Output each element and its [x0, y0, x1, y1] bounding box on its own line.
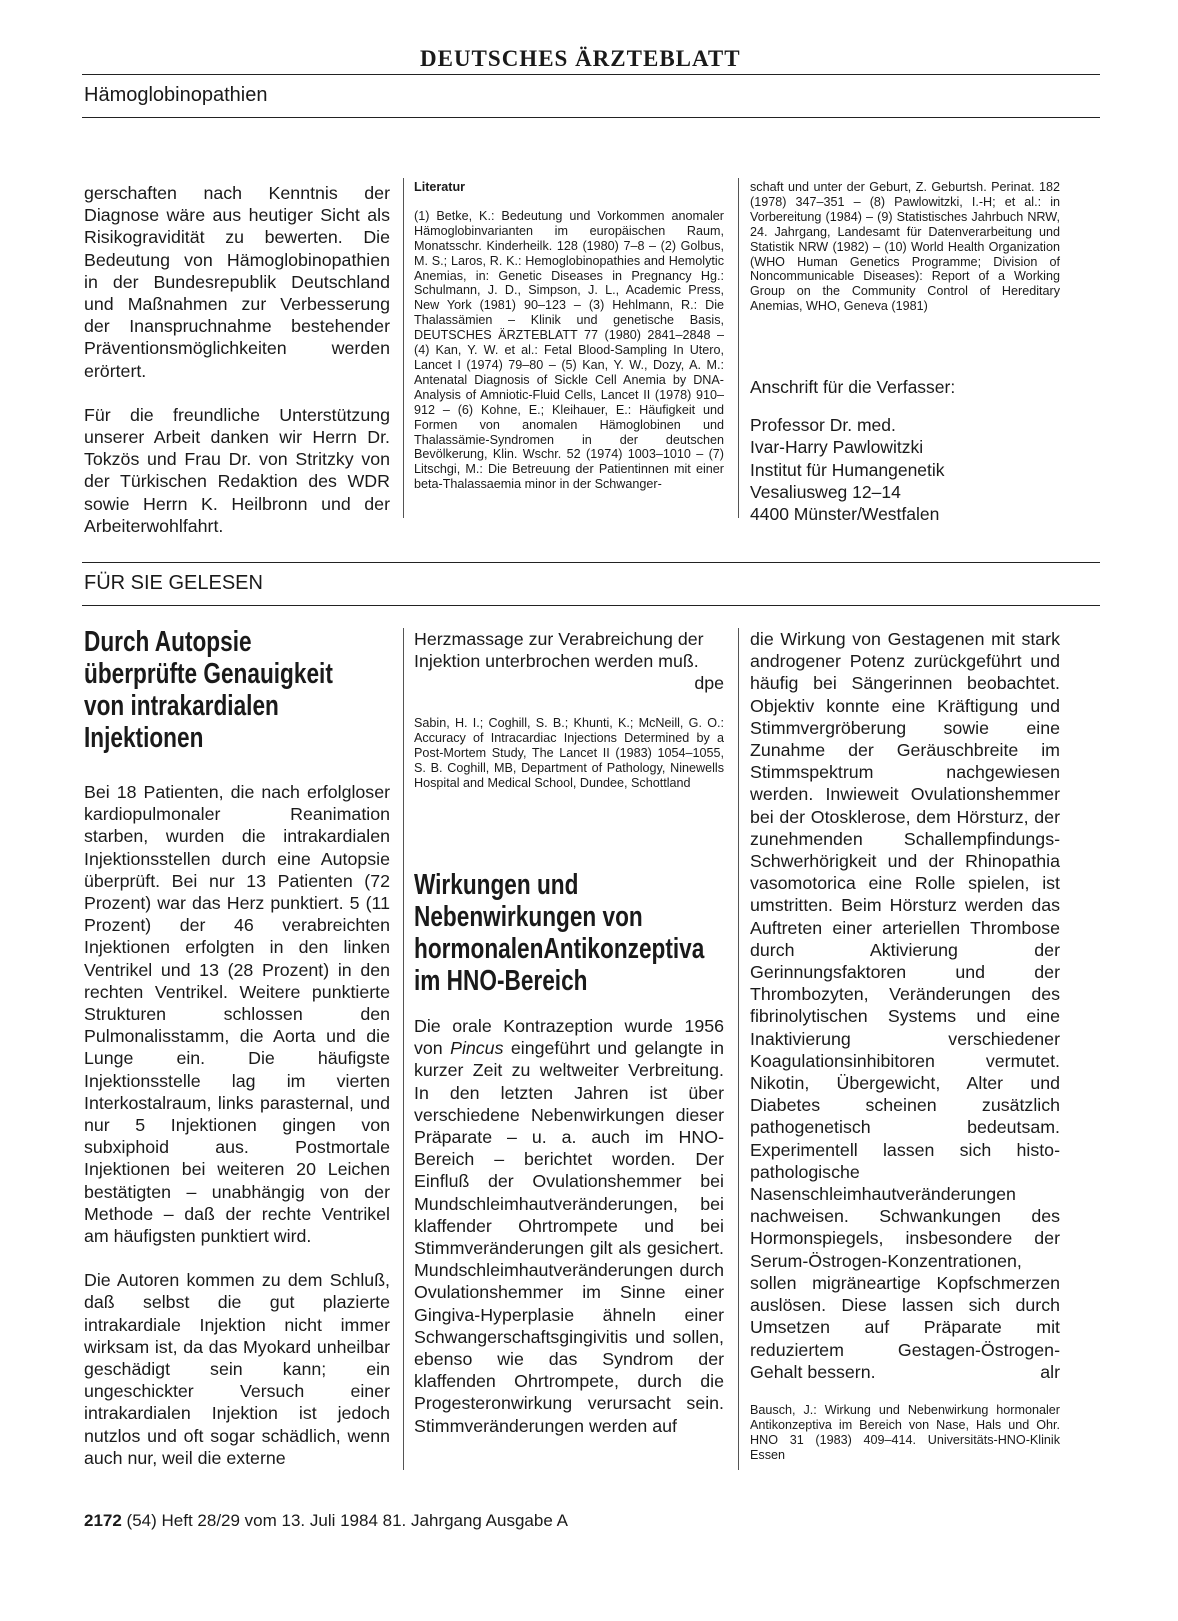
address-line: Vesaliusweg 12–14: [750, 481, 901, 502]
article-1-reference: Sabin, H. I.; Coghill, S. B.; Khunti, K.; McNeill, G. O.: Accuracy of Intracardiac Injections Determined by a Post-Mortem Study, The Lancet II (1983) 1054–1055, S. B. Coghill, MB, Department of Pathology, Ninewells Hospital and Medical School, Dundee, Schottland: [414, 716, 724, 790]
section-label-top: Hämoglobinopathien: [84, 84, 268, 106]
top-article-paragraph: gerschaften nach Kenntnis der Diagnose wäre aus heutiger Sicht als Risikogravidität zu bewerten. Die Bedeutung von Hämoglobinopathien in der Bundesrepublik Deutschland und Maßnahmen zur Verbesserung der Inanspruchnahme bestehender Präventionsmöglichkeiten werden erörtert.: [84, 183, 390, 381]
article-1-headline: [84, 626, 333, 754]
acknowledgement-paragraph: Für die freundliche Unterstützung unserer Arbeit danken wir Herrn Dr. Tokzös und Frau Dr. von Stritzky von der Türkischen Redaktion des WDR sowie Herrn K. Heilbronn und der Arbeiterwohlfahrt.: [84, 404, 390, 536]
page-number: 2172: [84, 1511, 122, 1530]
masthead-rule: [82, 74, 1100, 75]
section-rule: [82, 562, 1100, 563]
column-divider: [403, 628, 404, 1470]
article-2-headline: [414, 869, 704, 997]
address-line: Professor Dr. med.: [750, 415, 896, 436]
literatur-continued: [750, 180, 1060, 314]
headline-line: von intrakardialen: [84, 690, 279, 722]
literatur-column: [414, 180, 724, 492]
headline-line: Wirkungen und: [414, 869, 579, 901]
article-2-column-1: [414, 1015, 724, 1437]
article-1-paragraph-end: Herzmassage zur Verabreichung der Injektion unterbrochen werden muß.: [414, 629, 704, 672]
address-line: Institut für Humangenetik: [750, 459, 945, 480]
address-block: [750, 414, 1080, 525]
section-rule-top: [82, 117, 1100, 118]
literatur-title: Literatur: [414, 180, 466, 194]
article-2-signature: alr: [1040, 1361, 1060, 1382]
masthead: DEUTSCHES ÄRZTEBLATT: [420, 46, 741, 71]
article-2-paragraph: [750, 628, 1060, 1383]
section-label-fuer-sie-gelesen: FÜR SIE GELESEN: [84, 572, 263, 594]
text-span: eingeführt und gelangte in kurzer Zeit zu weltweiter Verbreitung. In den letzten Jahren ist über verschiedene Nebenwirkungen dieser Präparate – u. a. auch im HNO-Bereich – berichtet worden. Der Einfluß der Ovulationshemmer bei Mundschleimhautveränderungen, bei klaffender Ohrtrompete und bei Stimmveränderungen gilt als gesichert. Mundschleimhautveränderungen durch Ovulationshemmer im Sinne einer Gingiva-Hyperplasie ähneln einer Schwangerschaftsgingivitis und sollen, ebenso wie das Syndrom der klaffenden Ohrtrompete, durch die Progesteronwirkung verursacht sein. Stimmveränderungen werden auf: [414, 1038, 724, 1436]
address-label: Anschrift für die Verfasser:: [750, 377, 956, 397]
text-span: die Wirkung von Gestagenen mit stark androgener Potenz zurückgeführt und häufig bei Sängerinnen beobachtet. Objektiv konnte eine Kräftigung und Stimmvergröberung sowie eine Zunahme der Geräuschbreite im Stimmspektrum nachgewiesen werden. Inwieweit Ovulationshemmer bei der Otosklerose, dem Hörsturz, der zunehmenden Schallempfindungs-Schwerhörigkeit und der Rhinopathia vasomotorica eine Rolle spielen, ist umstritten. Beim Hörsturz werden das Auftreten einer arteriellen Thrombose durch Aktivierung der Gerinnungsfaktoren und der Thrombozyten, Veränderungen des fibrinolytischen Systems und eine Inaktivierung verschiedener Koagulationsinhibitoren vermutet. Nikotin, Übergewicht, Alter und Diabetes scheinen zusätzlich pathogenetisch bedeutsam. Experimentell lassen sich histo-pathologische Nasenschleimhautveränderungen nachweisen. Schwankungen des Hormonspiegels, insbesondere der Serum-Östrogen-Konzentrationen, sollen migräneartige Kopfschmerzen auslösen. Diese lassen sich durch Umsetzen auf Präparate mit reduziertem Gestagen-Östrogen-Gehalt bessern.: [750, 629, 1060, 1382]
headline-line: im HNO-Bereich: [414, 965, 588, 997]
address-line: Ivar-Harry Pawlowitzki: [750, 437, 924, 458]
column-divider: [738, 178, 739, 518]
column-divider: [738, 628, 739, 1470]
headline-line: Injektionen: [84, 722, 204, 754]
top-article-column-1: [84, 182, 390, 537]
article-2-source: [750, 1403, 1060, 1463]
article-1-continued: [414, 628, 724, 695]
page-footer: [84, 1511, 568, 1531]
article-1-paragraph: Die Autoren kommen zu dem Schluß, daß selbst die gut plazierte intrakardiale Injektion nicht immer wirksam ist, da das Myokard unheilbar geschädigt sein kann; ein ungeschickter Versuch einer intrakardialen Injektion ist jedoch nutzlos und oft sogar schädlich, wenn auch nur, weil die externe: [84, 1270, 390, 1468]
address-line: 4400 Münster/Westfalen: [750, 504, 940, 525]
article-2-reference: Bausch, J.: Wirkung und Nebenwirkung hormonaler Antikonzeptiva im Bereich von Nase, Hals und Ohr. HNO 31 (1983) 409–414. Universitäts-HNO-Klinik Essen: [750, 1403, 1060, 1462]
author-address: [750, 376, 1080, 525]
article-1-column: [84, 781, 390, 1469]
literatur-references: (1) Betke, K.: Bedeutung und Vorkommen anomaler Hämoglobinvarianten im europäischen Raum, Monatsschr. Kinderheilk. 128 (1980) 7–8 – (2) Golbus, M. S.; Laros, R. K.: Hemoglobinopathies and Hemolytic Anemias, in: Genetic Diseases in Pregnancy Hg.: Schulmann, J. D., Simpson, J. L., Academic Press, New York (1981) 90–123 – (3) Hehlmann, R.: Die Thalassämien – Klinik und genetische Basis, DEUTSCHES ÄRZTEBLATT 77 (1980) 2841–2848 – (4) Kan, Y. W. et al.: Fetal Blood-Sampling In Utero, Lancet I (1974) 79–80 – (5) Kan, Y. W., Dozy, A. M.: Antenatal Diagnosis of Sickle Cell Anemia by DNA-Analysis of Amniotic-Fluid Cells, Lancet II (1978) 910–912 – (6) Kohne, E.; Kleihauer, E.: Häufigkeit und Formen von anomalen Hämoglobinen und Thalassämie-Syndromen in der deutschen Bevölkerung, Klin. Wschr. 52 (1974) 1003–1010 – (7) Litschgi, M.: Die Betreuung der Patientinnen mit einer beta-Thalassaemia minor in der Schwanger-: [414, 208, 724, 492]
headline-line: hormonalenAntikonzeptiva: [414, 933, 705, 965]
section-rule: [82, 605, 1100, 606]
article-1-paragraph: Bei 18 Patienten, die nach erfolgloser kardiopulmonaler Reanimation starben, wurden die intrakardialen Injektionsstellen durch eine Autopsie überprüft. Bei nur 13 Patienten (72 Prozent) war das Herz punktiert. 5 (11 Prozent) der 46 verabreichten Injektionen erfolgten in den linken Ventrikel und 13 (28 Prozent) in den rechten Ventrikel. Weitere punktierte Strukturen schlossen den Pulmonalisstamm, die Aorta und die Lunge ein. Die häufigste Injektionsstelle lag im vierten Interkostalraum, links parasternal, und nur 5 Injektionen gingen von subxiphoid aus. Postmortale Injektionen bei weiteren 20 Leichen bestätigten – unabhängig von der Methode – daß der rechte Ventrikel am häufigsten punktiert wird.: [84, 782, 390, 1247]
literatur-references-continued: schaft und unter der Geburt, Z. Geburtsh. Perinat. 182 (1978) 347–351 – (8) Pawlowitzki, I.-H; et al.: in Vorbereitung (1984) – (9) Statistisches Jahrbuch NRW, 24. Jahrgang, Landesamt für Datenverarbeitung und Statistik NRW (1982) – (10) World Health Organization (WHO Human Genetics Programme; Division of Noncommunicable Diseases): Report of a Working Group on the Community Control of Hereditary Anemias, WHO, Geneva (1981): [750, 180, 1060, 314]
headline-line: Durch Autopsie: [84, 626, 252, 658]
article-1-source: [414, 716, 724, 791]
issue-info: (54) Heft 28/29 vom 13. Juli 1984 81. Jahrgang Ausgabe A: [121, 1511, 568, 1530]
article-2-column-2: [750, 628, 1060, 1383]
text-span: Die orale Kontrazeption wurde 1956 von: [414, 1016, 724, 1059]
headline-line: Nebenwirkungen von: [414, 901, 643, 933]
headline-line: überprüfte Genauigkeit: [84, 658, 333, 690]
article-2-paragraph: [414, 1015, 724, 1437]
column-divider: [403, 178, 404, 518]
author-name-italic: Pincus: [450, 1038, 504, 1059]
article-1-signature: dpe: [694, 673, 724, 694]
